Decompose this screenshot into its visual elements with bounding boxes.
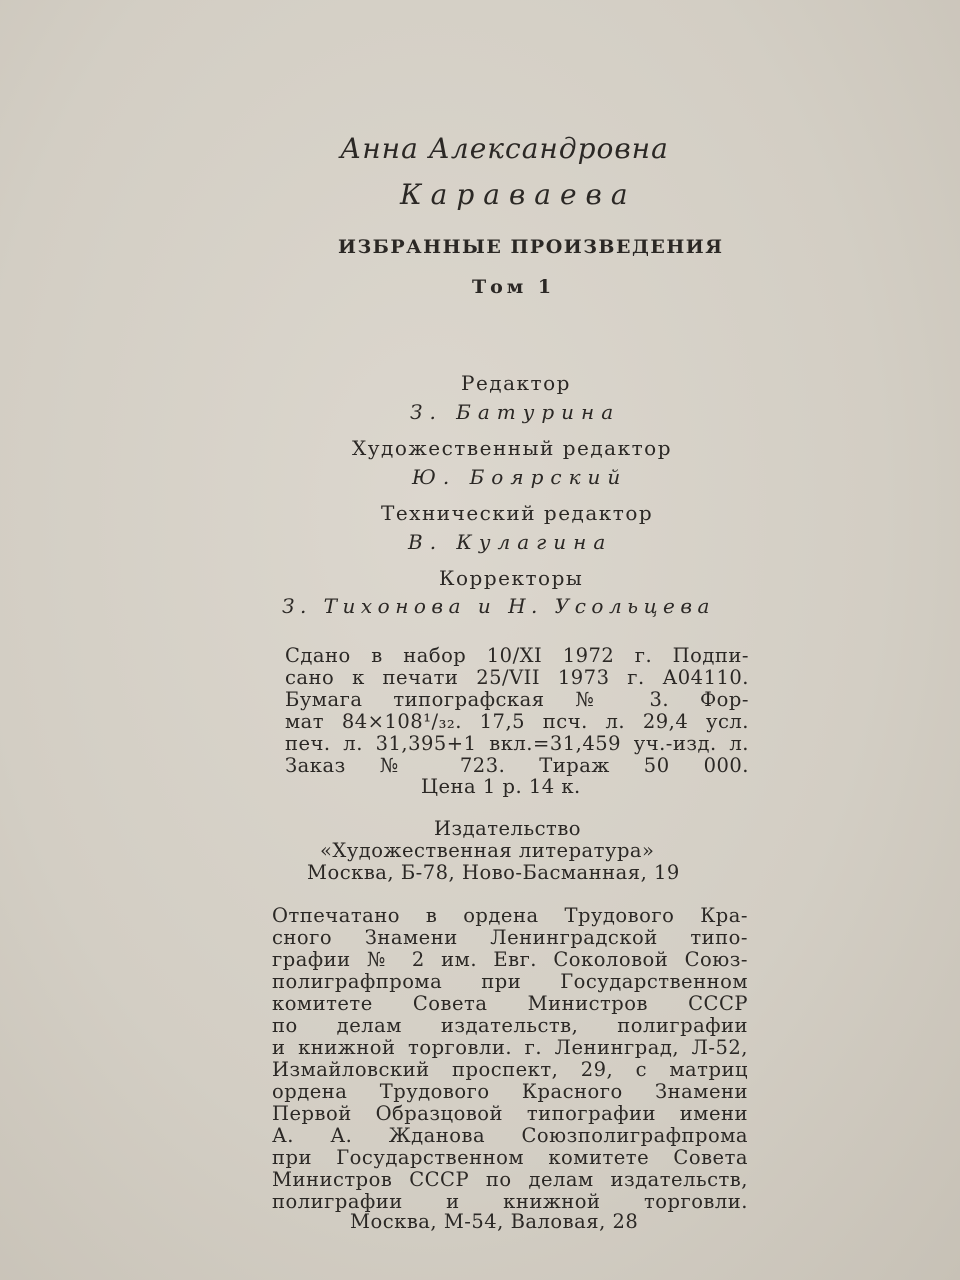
publisher-address: Москва, Б-78, Ново-Басманная, 19	[307, 861, 680, 884]
volume-label: Том 1	[472, 276, 556, 298]
imprint-line: печ. л. 31,395+1 вкл.=31,459 уч.-изд. л.	[285, 732, 749, 755]
credit-name-editor: З. Батурина	[410, 400, 621, 424]
printer-line: графии № 2 им. Евг. Соколовой Союз-	[272, 948, 748, 971]
book-title: ИЗБРАННЫЕ ПРОИЗВЕДЕНИЯ	[338, 236, 724, 258]
credit-role-editor: Редактор	[461, 371, 571, 395]
imprint-line: Бумага типографская № 3. Фор-	[285, 688, 749, 711]
credit-role-art-editor: Художественный редактор	[352, 436, 673, 460]
author-name: Анна Александровна	[340, 132, 669, 165]
imprint-line: Сдано в набор 10/XI 1972 г. Подпи-	[285, 644, 749, 667]
printer-line: А. А. Жданова Союзполиграфпрома	[272, 1124, 748, 1147]
imprint-line: сано к печати 25/VII 1973 г. А04110.	[285, 666, 749, 689]
printer-line: сного Знамени Ленинградской типо-	[272, 926, 748, 949]
printer-line: Измайловский проспект, 29, с матриц	[272, 1058, 748, 1081]
printer-line: комитете Совета Министров СССР	[272, 992, 748, 1015]
publisher-name: «Художественная литература»	[320, 839, 655, 862]
printer-line: и книжной торговли. г. Ленинград, Л-52,	[272, 1036, 748, 1059]
printer-line: ордена Трудового Красного Знамени	[272, 1080, 748, 1103]
printer-line: при Государственном комитете Совета	[272, 1146, 748, 1169]
imprint-line: Заказ № 723. Тираж 50 000.	[285, 754, 749, 777]
printer-line: по делам издательств, полиграфии	[272, 1014, 748, 1037]
author-surname: Караваева	[400, 178, 637, 211]
credit-name-tech-editor: В. Кулагина	[408, 530, 613, 554]
publisher-label: Издательство	[434, 817, 582, 840]
credit-role-tech-editor: Технический редактор	[381, 501, 654, 525]
credit-name-proofreaders: З. Тихонова и Н. Усольцева	[282, 594, 715, 618]
price-line: Цена 1 р. 14 к.	[421, 775, 581, 798]
printer-line: Первой Образцовой типографии имени	[272, 1102, 748, 1125]
printer-address: Москва, М-54, Валовая, 28	[350, 1210, 639, 1233]
imprint-line: мат 84×108¹/₃₂. 17,5 псч. л. 29,4 усл.	[285, 710, 749, 733]
printer-line: Отпечатано в ордена Трудового Кра-	[272, 904, 748, 927]
printer-line: полиграфии и книжной торговли.	[272, 1190, 748, 1213]
credit-role-proofreaders: Корректоры	[439, 566, 584, 590]
printer-line: Министров СССР по делам издательств,	[272, 1168, 748, 1191]
credit-name-art-editor: Ю. Боярский	[412, 465, 628, 489]
printer-line: полиграфпрома при Государственном	[272, 970, 748, 993]
